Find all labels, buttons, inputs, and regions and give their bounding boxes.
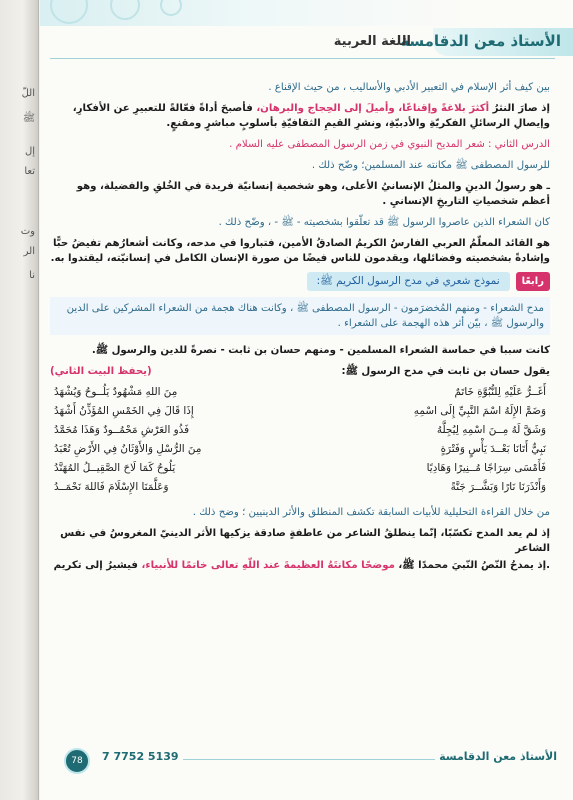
decoration-circle [50, 0, 88, 24]
decoration-circle [110, 0, 140, 20]
memorize-note: (يحفظ البيت الثاني) [50, 366, 152, 377]
spine-text: ﷺ [22, 113, 35, 124]
spine-text: الر [23, 246, 35, 257]
verse-first-half: نَبِيٌّ أَتَانَا بَعْــدَ يَأْسٍ وَفَتْرَةٍ [440, 443, 546, 455]
verse-first-half: وَأَنْذَرَنَا نَارًا وَبَشَّــرَ جَنَّةً [450, 481, 546, 493]
poem-verse [50, 383, 550, 402]
decoration-circle [160, 0, 182, 16]
answer: هو القائد المعلّمُ العربي الفارسُ الكريمُ الصادقُ الأمين، فتباروا في مدحه، وكانت أشعارُهم تفيضُ حبًّا وإشادةً بشخصيته وفضائلها، ويقدمون للناس فيضًا من صورة الإنسان الكامل في إنسانيّته، ليقتدوا به. [50, 238, 550, 264]
verse-second-half: مِنَ اللهِ مَشْهُودٌ يَلُــوحُ وَيُشْهَدُ [54, 386, 178, 398]
answer [50, 101, 550, 131]
section-title: نموذج شعري في مدح الرسول الكريم ﷺ: [307, 272, 510, 291]
answer-highlight: أكثرَ بلاغةً وإقناعًا، وأميلَ إلى الحِجاج والبرهان، [256, 103, 490, 114]
answer-text: فأصبحَ أداةً فعّالةً للتعبيرِ عن الأفكارِ، وإيصالِ الرسائلِ الفكريّةِ والأدبيّةِ، ونشرِ القيمِ الثقافيّةِ بأسلوبٍ مباشرٍ ومقنعٍ. [72, 103, 550, 129]
poem-verse [50, 478, 550, 497]
poem-verse [50, 402, 550, 421]
question: مدح الشعراء - ومنهم المُخضرَمون - الرسول المصطفى ﷺ ، وكانت هناك هجمة من الشعراء المشركين على الدين والرسول ﷺ ، بيّن أثر هذه الهجمة على الشعراء . [66, 303, 544, 329]
answer-text: فيشيرُ إلى تكريم [53, 560, 142, 571]
spine-text: نا [29, 270, 35, 281]
poem-verse [50, 459, 550, 478]
verse-first-half: أَغَــرُّ عَلَيْهِ لِلنُّبُوَّةِ خَاتَمٌ [454, 386, 546, 398]
page-header [40, 26, 573, 62]
answer-highlight: موضحًا مكانتَهُ العظيمةَ عند اللّهِ تعالى خاتمًا للأنبياء، [141, 560, 395, 571]
page-number: 78 [64, 748, 90, 774]
section-heading [50, 272, 550, 291]
answer [50, 558, 550, 573]
question: للرسول المصطفى ﷺ مكانته عند المسلمين؛ وضّح ذلك . [311, 160, 550, 171]
verse-second-half: إِذَا قَالَ فِي الخَمْسِ المُؤَذِّنُ أَشْهَدُ [54, 405, 194, 417]
footer-author: الأستاذ معن الدقامسة [435, 750, 561, 763]
spine-text: إل [24, 146, 35, 157]
book-page [40, 0, 573, 800]
answer-text: إذ صارَ النثرُ [489, 103, 550, 114]
author-title: الأستاذ معن الدقامسة [400, 32, 561, 50]
lesson-title: الدرس الثاني : شعر المديح النبوي في زمن الرسول المصطفى عليه السلام . [229, 139, 550, 150]
page-footer [40, 742, 573, 782]
verse-second-half: فَذُو العَرْشِ مَحْمُــودٌ وَهَذَا مُحَمَّدُ [54, 424, 190, 436]
spine-text: وت [20, 226, 35, 237]
poem-intro: يقول حسان بن ثابت في مدح الرسول ﷺ: [341, 366, 550, 377]
section-number: رابعًا [516, 272, 550, 291]
answer: كانت سببا في حماسة الشعراء المسلمين - ومنهم حسان بن ثابت - نصرةً للدين والرسول ﷺ. [91, 345, 550, 356]
verse-first-half: فَأَمْسَى سِرَاجًا مُــنِيرًا وَهَادِيًا [426, 462, 546, 474]
verse-second-half: مِنَ الرُّسْلِ وَالأَوْثَانُ فِي الأَرْضِ تُعْبَدُ [54, 443, 202, 455]
question: بين كيف أثر الإسلام في التعبير الأدبي والأساليب ، من حيث الإقناع . [268, 82, 550, 93]
page-content [50, 80, 550, 579]
header-decoration [40, 0, 573, 26]
verse-second-half: وَعَلَّمَنَا الإِسْلَامَ فَاللهَ نَحْمَــدُ [54, 481, 169, 493]
question: من خلال القراءة التحليلية للأبيات السابقة تكشف المنطلق والأثر الدينيين ؛ وضح ذلك . [192, 507, 550, 518]
verse-first-half: وَضَمَّ الإِلَهُ اسْمَ النَّبِيِّ إِلَى اسْمِهِ [413, 405, 546, 417]
phone-number: 7 7752 5139 [98, 750, 183, 763]
header-rule [50, 58, 555, 59]
spine-text: اللّ [21, 88, 35, 99]
poem-verse [50, 440, 550, 459]
question: كان الشعراء الذين عاصروا الرسول ﷺ قد تعلّقوا بشخصيته - ﷺ - ، وضّح ذلك . [218, 217, 550, 228]
poem-verse [50, 421, 550, 440]
answer-text: .إذ يمدحُ النّصُ النّبيَ محمدًا ﷺ، [394, 560, 550, 571]
poem-header [50, 364, 550, 379]
subject-title: اللغة العربية [333, 34, 411, 49]
adjacent-page-edge [0, 0, 39, 800]
shaded-question-box [50, 297, 550, 335]
answer: إذ لم يعد المدح تكسّبًا، إنّما ينطلقُ الشاعر من عاطفةٍ صادقة يزكيها الأثر الدينيّ المغروسُ في نفس الشاعر [60, 528, 550, 554]
verse-first-half: وَشَقَّ لَهُ مِــنَ اسْمِهِ لِيُجِلَّهُ [436, 424, 546, 436]
verse-second-half: يَلُوحُ كَمَا لَاحَ الصَّقِيــلُ المُهَنَّدُ [54, 462, 176, 474]
spine-text: تعا [24, 166, 35, 177]
poem-table [50, 383, 550, 497]
answer: ـ هو رسولُ الدينِ والمثلُ الإنسانيُ الأعلى، وهو شخصية إنسانيّة فريدة في الخُلقِ والفضيلة، وهو أعظم شخصياتِ التاريخِ الإنسانيِ . [76, 181, 550, 207]
